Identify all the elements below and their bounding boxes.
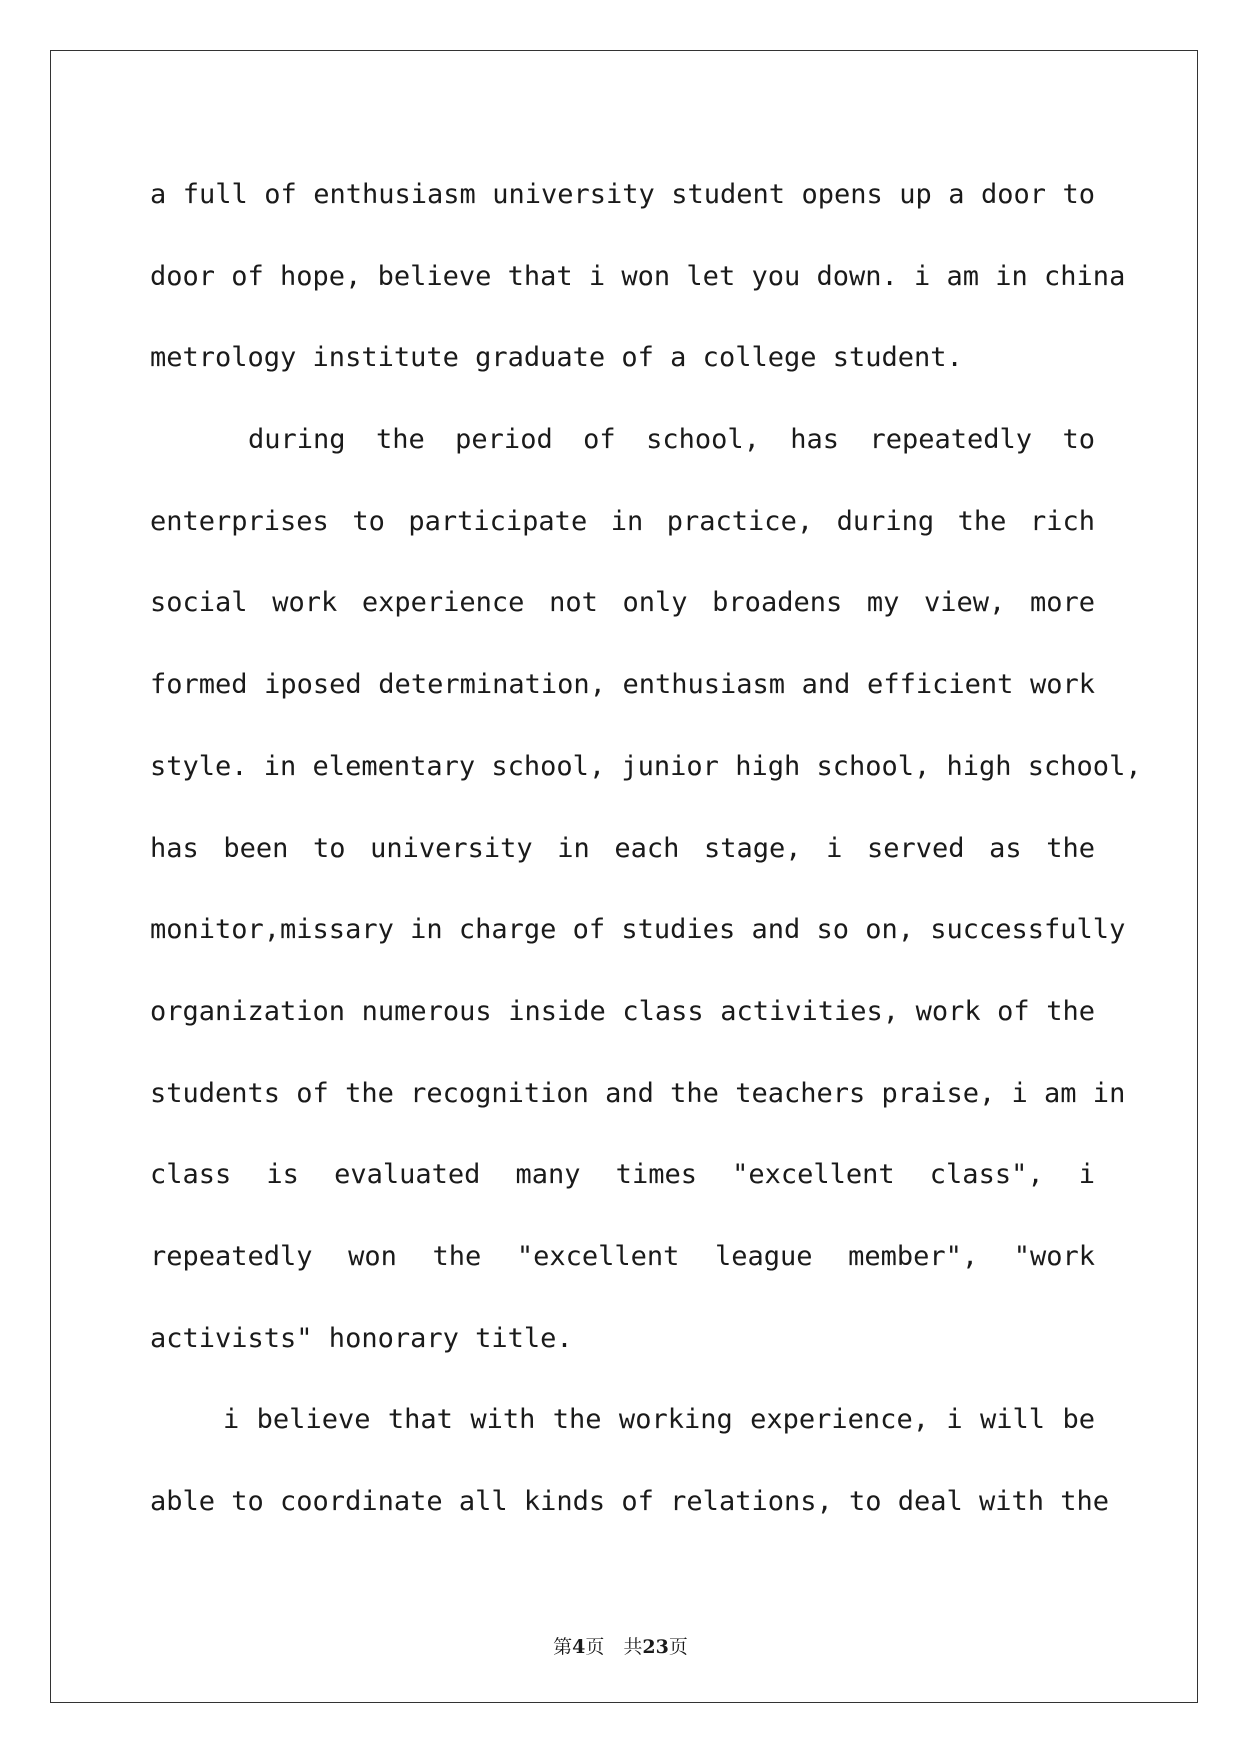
text-line: social work experience not only broadens my view, more — [150, 587, 1095, 619]
document-body — [150, 154, 1142, 1543]
text-line: class is evaluated many times "excellent class", i — [150, 1159, 1095, 1191]
text-line: monitor,missary in charge of studies and so on, successfully — [150, 914, 1126, 946]
text-line: able to coordinate all kinds of relations, to deal with the — [150, 1486, 1110, 1517]
text-line: i believe that with the working experience, i will be — [223, 1404, 1095, 1436]
text-line: students of the recognition and the teachers praise, i am in — [150, 1077, 1126, 1109]
text-line: repeatedly won the "excellent league member", "work — [150, 1240, 1095, 1272]
text-line: style. in elementary school, junior high school, high school, — [150, 750, 1142, 782]
text-line: metrology institute graduate of a college student. — [150, 342, 963, 374]
text-line: enterprises to participate in practice, during the rich — [150, 505, 1095, 537]
footer-prefix: 第 — [553, 1636, 573, 1658]
text-line: door of hope, believe that i won let you down. i am in china — [150, 260, 1126, 292]
footer-suffix: 页 — [668, 1636, 688, 1658]
current-page-number: 4 — [572, 1636, 586, 1658]
page-footer — [0, 1632, 1241, 1659]
text-line: activists" honorary title. — [150, 1322, 573, 1354]
text-line: a full of enthusiasm university student opens up a door to — [150, 179, 1095, 210]
total-page-number: 23 — [642, 1636, 669, 1658]
footer-middle: 页 共 — [585, 1636, 643, 1658]
text-line: organization numerous inside class activities, work of the — [150, 995, 1095, 1027]
text-line: during the period of school, has repeatedly to — [248, 424, 1095, 456]
text-line: formed iposed determination, enthusiasm and efficient work — [150, 669, 1095, 701]
text-line: has been to university in each stage, i served as the — [150, 832, 1095, 864]
